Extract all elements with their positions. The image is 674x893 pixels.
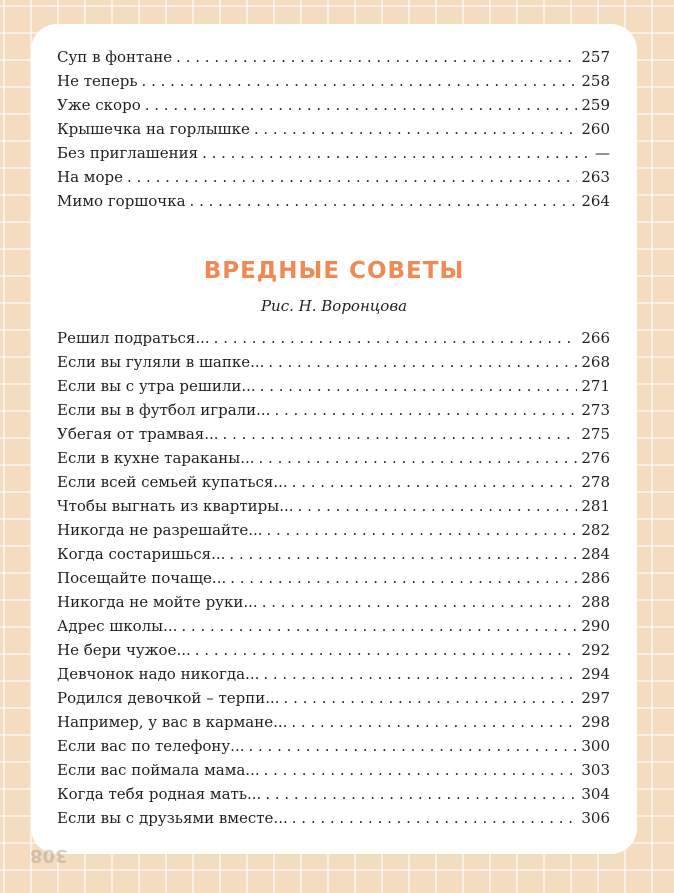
toc-entry-title: Если вас поймала мама... (57, 761, 260, 779)
toc-entry (57, 494, 610, 518)
toc-entry-title: Решил подраться... (57, 329, 210, 347)
toc-entry-page: 257 (581, 48, 610, 66)
toc-entry (57, 141, 610, 165)
toc-entry-page: 264 (581, 192, 610, 210)
toc-entry-page: — (595, 144, 610, 162)
toc-entry-title: Уже скоро (57, 96, 141, 114)
dot-leader (262, 590, 578, 614)
toc-entry-page: 258 (581, 72, 610, 90)
toc-upper-list (57, 45, 610, 213)
toc-entry-title: Чтобы выгнать из квартиры... (57, 497, 294, 515)
toc-entry-title: Убегая от трамвая... (57, 425, 219, 443)
toc-entry-title: Без приглашения (57, 144, 199, 162)
toc-entry-page: 297 (581, 689, 610, 707)
toc-entry-page: 288 (581, 593, 610, 611)
toc-entry (57, 446, 610, 470)
toc-entry (57, 398, 610, 422)
dot-leader (267, 518, 578, 542)
section-title: ВРЕДНЫЕ СОВЕТЫ (203, 258, 465, 284)
toc-entry (57, 326, 610, 350)
toc-entry-page: 268 (581, 353, 610, 371)
toc-entry-title: Не теперь (57, 72, 138, 90)
page-folio-number: 308 (30, 845, 68, 866)
toc-entry-page: 282 (581, 521, 610, 539)
toc-entry (57, 93, 610, 117)
toc-entry-title: Не бери чужое... (57, 641, 191, 659)
dot-leader (142, 69, 578, 93)
dot-leader (263, 662, 577, 686)
toc-entry (57, 734, 610, 758)
toc-entry (57, 518, 610, 542)
toc-entry (57, 590, 610, 614)
toc-entry-title: Суп в фонтане (57, 48, 173, 66)
toc-entry-title: Родился девочкой – терпи... (57, 689, 280, 707)
toc-entry-title: Никогда не мойте руки... (57, 593, 258, 611)
toc-entry (57, 69, 610, 93)
toc-entry-page: 292 (581, 641, 610, 659)
toc-entry-page: 273 (581, 401, 610, 419)
toc-entry-page: 276 (581, 449, 610, 467)
toc-entry-title: Крышечка на горлышке (57, 120, 250, 138)
dot-leader (259, 446, 578, 470)
toc-entry (57, 374, 610, 398)
toc-entry-title: Например, у вас в кармане... (57, 713, 288, 731)
toc-entry-page: 263 (581, 168, 610, 186)
toc-entry-page: 306 (581, 809, 610, 827)
toc-entry (57, 638, 610, 662)
toc-entry (57, 422, 610, 446)
dot-leader (264, 758, 578, 782)
toc-entry (57, 470, 610, 494)
toc-entry-page: 259 (581, 96, 610, 114)
dot-leader (274, 398, 577, 422)
dot-leader (254, 117, 578, 141)
toc-entry-title: Девчонок надо никогда... (57, 665, 260, 683)
dot-leader (127, 165, 577, 189)
toc-entry-title: Если вы с утра решили... (57, 377, 256, 395)
dot-leader (145, 93, 578, 117)
dot-leader (268, 350, 577, 374)
illustrator-credit: Рис. Н. Воронцова (260, 297, 408, 315)
dot-leader (292, 470, 578, 494)
toc-entry-title: Адрес школы... (57, 617, 178, 635)
toc-entry-page: 303 (581, 761, 610, 779)
toc-entry (57, 117, 610, 141)
toc-entry-title: Если вас по телефону... (57, 737, 245, 755)
toc-entry-title: На море (57, 168, 123, 186)
toc-entry (57, 662, 610, 686)
toc-entry-page: 284 (581, 545, 610, 563)
toc-entry-page: 300 (581, 737, 610, 755)
toc-entry-title: Если вы с друзьями вместе... (57, 809, 288, 827)
toc-entry-page: 260 (581, 120, 610, 138)
toc-entry-title: Если вы гуляли в шапке... (57, 353, 265, 371)
dot-leader (298, 494, 578, 518)
toc-entry-page: 281 (581, 497, 610, 515)
toc-entry (57, 45, 610, 69)
toc-entry-page: 286 (581, 569, 610, 587)
toc-entry-title: Когда состаришься... (57, 545, 226, 563)
toc-entry-title: Никогда не разрешайте... (57, 521, 263, 539)
toc-entry-title: Мимо горшочка (57, 192, 186, 210)
toc-entry-page: 278 (581, 473, 610, 491)
toc-entry-page: 304 (581, 785, 610, 803)
toc-entry-page: 298 (581, 713, 610, 731)
toc-entry-page: 290 (581, 617, 610, 635)
toc-main-list (57, 326, 610, 830)
dot-leader (229, 542, 577, 566)
dot-leader (214, 326, 578, 350)
toc-entry (57, 350, 610, 374)
dot-leader (260, 374, 578, 398)
dot-leader (223, 422, 578, 446)
dot-leader (230, 566, 577, 590)
toc-entry-title: Когда тебя родная мать... (57, 785, 262, 803)
toc-entry (57, 189, 610, 213)
dot-leader (195, 638, 578, 662)
toc-entry (57, 614, 610, 638)
dot-leader (292, 806, 578, 830)
toc-entry-title: Посещайте почаще... (57, 569, 227, 587)
toc-entry (57, 758, 610, 782)
toc-entry-page: 275 (581, 425, 610, 443)
toc-entry-title: Если вы в футбол играли... (57, 401, 271, 419)
toc-entry (57, 686, 610, 710)
toc-entry (57, 542, 610, 566)
dot-leader (176, 45, 577, 69)
toc-entry (57, 566, 610, 590)
dot-leader (284, 686, 578, 710)
toc-entry (57, 165, 610, 189)
toc-entry-title: Если всей семьей купаться... (57, 473, 288, 491)
dot-leader (248, 734, 577, 758)
dot-leader (265, 782, 577, 806)
dot-leader (291, 710, 577, 734)
toc-entry (57, 806, 610, 830)
toc-entry-page: 294 (581, 665, 610, 683)
toc-entry-title: Если в кухне тараканы... (57, 449, 255, 467)
toc-entry-page: 271 (581, 377, 610, 395)
dot-leader (181, 614, 577, 638)
toc-entry-page: 266 (581, 329, 610, 347)
dot-leader (190, 189, 578, 213)
toc-entry (57, 782, 610, 806)
toc-entry (57, 710, 610, 734)
dot-leader (202, 141, 591, 165)
